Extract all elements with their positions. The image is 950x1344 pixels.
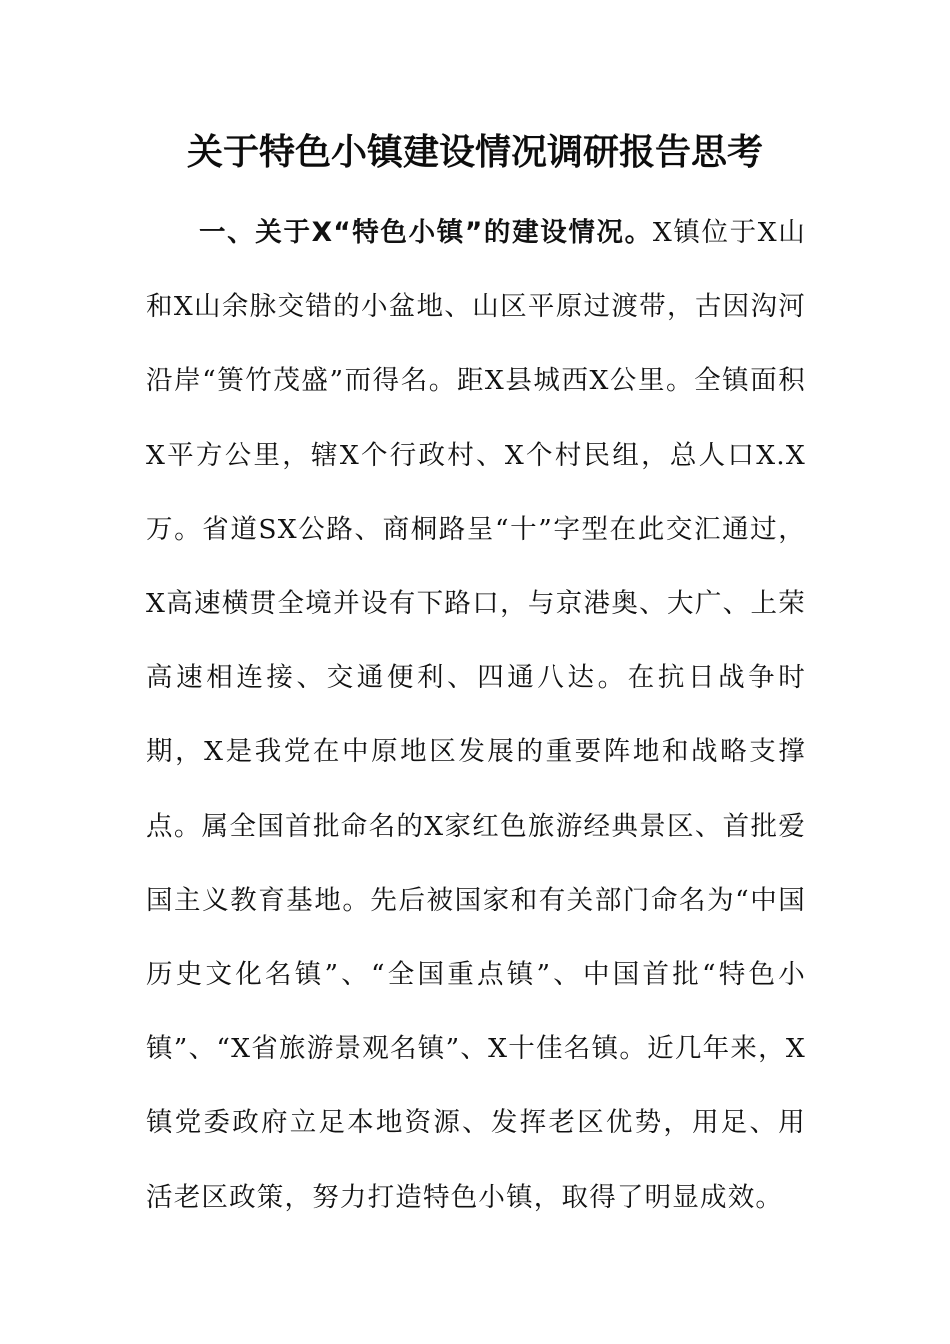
section-heading: 一、关于X“特色小镇”的建设情况。 xyxy=(199,217,653,248)
document-title: 关于特色小镇建设情况调研报告思考 xyxy=(186,132,763,173)
paragraph-text: X镇位于X山和X山余脉交错的小盆地、山区平原过渡带，古因沟河沿岸“篑竹茂盛”而得名。距X县城西X公里。全镇面积X平方公里，辖X个行政村、X个村民组，总人口X.X万。省道SX公路、商桐路呈“十”字型在此交汇通过，X高速横贯全境并设有下路口，与京港奥、大广、上荣高速相连接、交通便利、四通八达。在抗日战争时期，X是我党在中原地区发展的重要阵地和战略支撑点。属全国首批命名的X家红色旅游经典景区、首批爱国主义教育基地。先后被国家和有关部门命名为“中国历史文化名镇”、“全国重点镇”、中国首批“特色小镇”、“X省旅游景观名镇”、X十佳名镇。近几年来，X镇党委政府立足本地资源、发挥老区优势，用足、用活老区政策，努力打造特色小镇，取得了明显成效。 xyxy=(146,217,806,1213)
body-paragraph xyxy=(146,196,806,1235)
